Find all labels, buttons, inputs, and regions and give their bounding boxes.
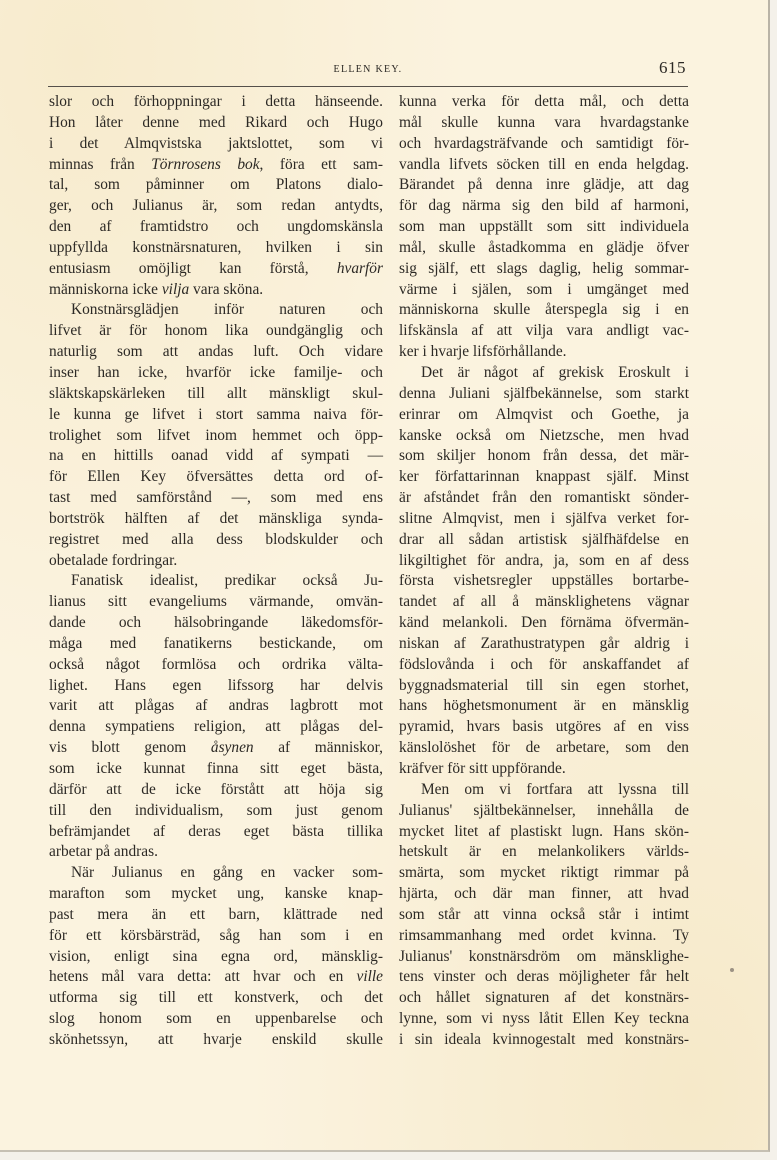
text-line: arbetar på andras. [49,843,158,861]
text-line: lianus sitt evangeliums värmande, omvän- [49,593,383,611]
text-line: erinrar om Almqvist och Goethe, ja [399,405,689,423]
text-line: tens vinster och deras möjligheter får helt [399,968,689,986]
text-line: den af framtidstro och ungdomskänsla [49,218,383,236]
text-line: hetskult är en melankolikers världs- [399,843,689,861]
text-line: för dag närma sig den bild af harmoni, [399,197,689,215]
text-line: släktskapskärleken till allt mänskligt skul- [49,384,383,402]
text-line: uppfyllda konstnärsnaturen, hvilken i sin [49,238,383,256]
text-line: skönhetssyn, att hvarje enskild skulle [49,1030,383,1048]
text-line: Konstnärsglädjen inför naturen och [71,301,383,319]
text-line: bortströk hälften af det mänskliga synda- [49,509,383,527]
text-line: utforma sig till ett konstverk, och det [49,989,383,1007]
text-line: slog honom som en uppenbarelse och [49,1010,383,1028]
text-line: vision, enligt sina egna ord, mänsklig- [49,947,383,965]
text-line: marafton som mycket ung, kanske knap- [49,885,383,903]
text-line: lifskänsla af att vilja vara andligt vac- [399,322,689,340]
text-line: i det Almqvistska jaktslottet, som vi [49,134,383,152]
text-line: tast med samförstånd —, som med ens [49,489,383,507]
text-line: inser han icke, hvarför icke familje- och [49,363,383,381]
text-line: känslolöshet för de arbetare, som den [399,739,689,757]
text-line: denna Juliani själfbekännelse, som starkt [399,384,689,402]
paper-speck [730,968,734,972]
text-line: obetalade fordringar. [49,551,178,569]
text-line: Hon låter denne med Rikard och Hugo [49,113,383,131]
text-line: födslovånda i och för anskaffandet af [399,655,689,673]
text-line: kunna verka för detta mål, och detta [399,93,689,110]
text-line: som skiljer honom från dessa, det mär- [399,447,689,465]
text-line: kräfver för sitt uppförande. [399,760,566,777]
text-line: tandet af all å mänsklighetens vägnar [399,593,689,611]
text-line: känd melankoli. Den förnäma öfvermän- [399,614,689,632]
text-run: minnas från [49,155,152,173]
text-line: också något formlösa och ordrika välta- [49,655,383,673]
text-line: ker i hvarje lifsförhållande. [399,343,567,361]
text-line: ker författarinnan knappast själf. Minst [399,468,689,486]
text-line: tal, som påminner om Platons dialo- [49,176,383,194]
italic-phrase: vilja [161,280,190,298]
text-line: Julianus' konstnärsdröm om mänsklighe- [399,947,689,965]
text-line: som står att vinna också står i intimt [399,905,689,923]
text-line: rimsammanhang med ordet kvinna. Ty [399,926,689,944]
text-line: måga med fanatikerns bestickande, om [49,634,383,652]
text-line: första vishetsregler uppställes bortarbe- [399,572,689,590]
text-line: människorna skulle återspegla sig i en [399,301,689,319]
italic-phrase: hvarför [336,259,383,277]
text-line: i sin ideala kvinnogestalt med konstnärs- [399,1030,689,1048]
text-line: byggnadsmaterial till sin egen storhet, [399,676,689,694]
text-column-right [399,92,689,1051]
text-line: likgiltighet för andra, ja, som en af dess [399,551,689,569]
header-rule [48,86,688,87]
text-line: Det är något af grekisk Eroskult i [421,363,689,381]
text-line: därför att de icke förstått att höja sig [49,780,383,798]
text-line: lifvet är för honom lika oundgänglig och [49,322,383,340]
text-line: vandla lifvets söcken till en enda helgdag. [399,155,689,173]
text-line: till den individualism, som just genom [49,801,383,819]
text-line: lighet. Hans egen lifssorg har delvis [49,676,383,694]
text-line: kanske också om Nietzsche, men hvad [399,426,689,444]
running-head [48,58,688,82]
text-line: befrämjandet af deras eget bästa tillika [49,822,383,840]
text-line: och hvardagsträfvande och samtidigt för- [399,134,689,152]
text-line: lynne, som vi nyss låtit Ellen Key teckna [399,1010,689,1028]
text-line: som man uppställt som sitt individuela [399,218,689,236]
italic-phrase: åsynen [210,739,254,757]
text-line: drar all sådan artistisk själfhäfdelse en [399,530,689,548]
text-run: hetens mål vara detta: att hvar och en [49,968,357,986]
text-line: dande och hälsobringande läkedomsför- [49,614,383,632]
text-line: registret med alla dess blodskulder och [49,530,383,548]
italic-phrase: ville [356,968,383,986]
text-line [49,259,383,280]
text-column-left [49,92,383,1051]
text-line: niskan af Zarathustratypen går aldrig i [399,634,689,652]
text-line: Men om vi fortfara att lyssna till [421,780,689,798]
text-line: för ett körsbärsträd, såg han som i en [49,926,383,944]
text-line: Fanatisk idealist, predikar också Ju- [71,572,383,590]
text-line: mycket litet af plastiskt lugn. Hans skön- [399,822,689,840]
text-line: smärta, som mycket riktigt rimmar på [399,864,689,882]
text-line: för Ellen Key öfversättes detta ord of- [49,468,383,486]
text-run: , föra ett sam- [259,155,383,173]
text-line: past mera än ett barn, klättrade ned [49,905,383,923]
text-line: ger, och Julianus är, som redan antydts, [49,197,383,215]
text-line: som icke kunnat finna sitt eget bästa, [49,760,383,777]
text-line: trolighet som lifvet inom hemmet och öpp- [49,426,383,444]
text-line: och hållet signaturen af det konstnärs- [399,989,689,1007]
text-line: pyramid, hvars basis utgöres af en viss [399,718,689,736]
text-run: af människor, [253,739,383,757]
text-line: är afståndet från den romantiskt sönder- [399,489,689,507]
text-line: Bärandet på denna inre glädje, att dag [399,176,689,194]
text-line: hans höghetsmonument är en mänsklig [399,697,689,715]
text-line: mål, skulle åstadkomma en glädje öfver [399,238,689,256]
text-run: människorna icke [49,280,162,298]
text-line: När Julianus en gång en vacker som- [71,864,383,882]
text-line [49,738,383,759]
text-line: le kunna ge lifvet i stort samma naiva för- [49,405,383,423]
text-line: slitne Almqvist, men i själfva verket for- [399,509,689,527]
text-line [49,155,383,176]
text-line: sig själf, ett slags daglig, helig sommar- [399,259,689,277]
italic-phrase: Törnrosens bok [151,155,260,173]
text-line: mål skulle kunna vara hvardagstanke [399,113,689,131]
text-line: na en hittills oanad vidd af sympati — [49,447,383,465]
text-line: Julianus' själtbekännelser, innehålla de [399,801,689,819]
text-line: värme i själen, som i umgänget med [399,280,689,298]
page-number: 615 [659,58,686,77]
text-run: vara sköna. [189,280,264,298]
text-line [49,967,383,988]
text-line: hjärta, och där man finner, att hvad [399,885,689,903]
text-line [49,280,383,301]
running-title: ELLEN KEY. [333,64,403,75]
text-line: slor och förhoppningar i detta hänseende. [49,93,383,110]
text-run: vis blott genom [49,739,211,757]
text-line: naturlig som att andas luft. Och vidare [49,343,383,361]
text-line: varit att plågas af andras lagbrott mot [49,697,383,715]
text-run: entusiasm omöjligt kan förstå, [49,259,337,277]
text-line: denna sympatiens religion, att plågas del- [49,718,383,736]
